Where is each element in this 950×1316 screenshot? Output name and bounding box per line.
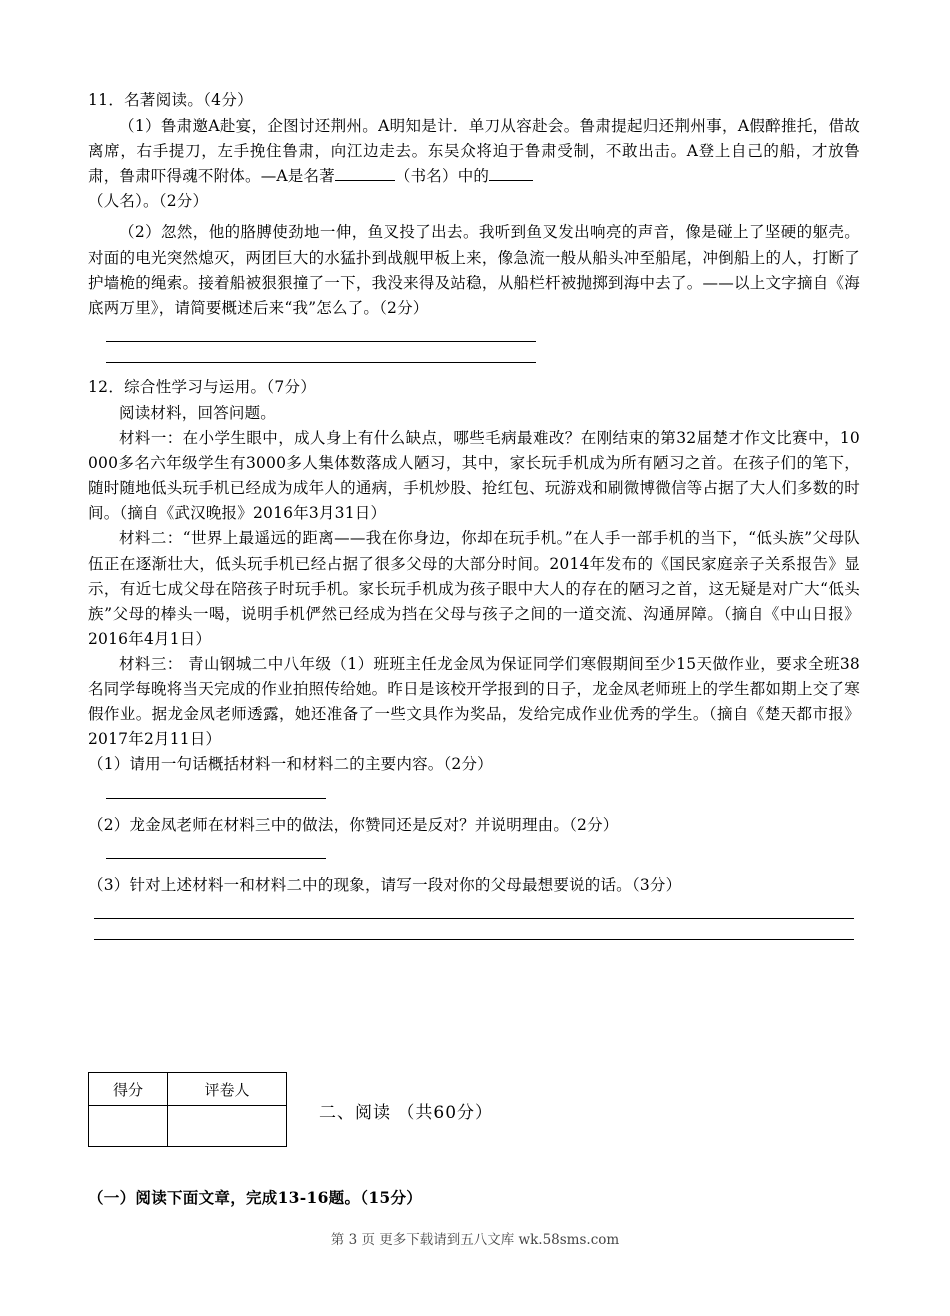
grader-header-cell: 评卷人: [168, 1073, 287, 1106]
reading-heading-text: （一）阅读下面文章，完成13-16题。: [88, 1188, 361, 1207]
material-2: 材料二：“世界上最遥远的距离——我在你身边，你却在玩手机。”在人手一部手机的当下，“低头族”父母队伍正在逐渐壮大，低头玩手机已经占据了很多父母的大部分时间。2014年发布的《国民家庭亲子关系报告》显示，有近七成父母在陪孩子时玩手机。家长玩手机成为孩子眼中大人的存在的陋习之首，这无疑是对广大“低头族”父母的棒头一喝，说明手机俨然已经成为挡在父母与孩子之间的一道交流、沟通屏障。（摘自《中山日报》2016年4月1日）: [88, 529, 860, 648]
q12-3-answer-line-1[interactable]: [94, 918, 854, 919]
question-12-sub-2: （2）龙金凤老师在材料三中的做法，你赞同还是反对？并说明理由。（2分）: [88, 815, 619, 834]
question-11-title: 11．名著阅读。（4分）: [88, 91, 253, 109]
material-3: 材料三： 青山钢城二中八年级（1）班班主任龙金凤为保证同学们寒假期间至少15天做作业，要求全班38名同学每晚将当天完成的作业拍照传给她。昨日是该校开学报到的日子，龙金凤老师班上的学生都如期上交了寒假作业。据龙金凤老师透露，她还准备了一些文具作为奖品，发给完成作业优秀的学生。（摘自《楚天都市报》2017年2月11日）: [88, 655, 860, 749]
question-11-part-1: [88, 114, 860, 189]
reading-heading: [88, 1186, 422, 1208]
score-header-cell: 得分: [89, 1073, 168, 1106]
score-section: [88, 1072, 493, 1147]
score-table-value-row: [89, 1106, 287, 1147]
score-table-header-row: [89, 1073, 287, 1106]
question-11-part-2: （2）忽然，他的胳膊使劲地一伸，鱼叉投了出去。我听到鱼叉发出响亮的声音，像是碰上了坚硬的躯壳。对面的电光突然熄灭，两团巨大的水猛扑到战舰甲板上来，像急流一般从船头冲至船尾，冲倒船上的人，打断了护墙桅的绳索。接着船被狠狠撞了一下，我没来得及站稳，从船栏杆被抛掷到海中去了。——以上文字摘自《海底两万里》，请简要概述后来“我”怎么了。（2分）: [88, 223, 860, 317]
material-1: 材料一：在小学生眼中，成人身上有什么缺点，哪些毛病最难改？在刚结束的第32届楚才作文比赛中，10 000多名六年级学生有3000多人集体数落成人陋习，其中，家长玩手机成为所有陋习之首。在孩子们的笔下，随时随地低头玩手机已经成为成年人的通病，手机炒股、抢红包、玩游戏和刷微博微信等占据了大人们多数的时间。（摘自《武汉晚报》2016年3月31日）: [88, 429, 860, 523]
q11-1-blank-name[interactable]: [489, 180, 533, 181]
q12-3-answer-line-2[interactable]: [94, 939, 854, 940]
q12-2-answer-line[interactable]: [106, 858, 326, 859]
q11-answer-line-1[interactable]: [106, 341, 536, 342]
grader-value-cell[interactable]: [168, 1106, 287, 1147]
question-11: [88, 88, 860, 363]
page-footer: 第 3 页 更多下载请到五八文库 wk.58sms.com: [330, 1232, 620, 1248]
question-12-sub-1: （1）请用一句话概括材料一和材料二的主要内容。（2分）: [88, 755, 493, 774]
question-12-sub-3: （3）针对上述材料一和材料二中的现象，请写一段对你的父母最想要说的话。（3分）: [88, 875, 682, 894]
page-content: [88, 88, 860, 940]
section-label: 二、阅读 （共60分）: [319, 1103, 494, 1123]
question-12-lead: 阅读材料，回答问题。: [119, 403, 277, 422]
reading-heading-score: （15分）: [360, 1188, 423, 1207]
question-12: [88, 375, 860, 940]
score-value-cell[interactable]: [89, 1106, 168, 1147]
score-table: [88, 1072, 287, 1147]
question-12-title: 12．综合性学习与运用。（7分）: [88, 377, 317, 396]
q12-1-answer-line[interactable]: [106, 798, 326, 799]
q11-1-text-after: （人名）。（2分）: [88, 192, 209, 211]
q11-1-text-middle: （书名）中的: [394, 167, 490, 186]
q11-1-blank-book[interactable]: [335, 180, 395, 181]
q11-1-text-before: （1）鲁肃邀A赴宴，企图讨还荆州。A明知是计．单刀从容赴会。鲁肃提起归还荆州事，A假醉推托，借故离席，右手提刀，左手挽住鲁肃，向江边走去。东吴众将迫于鲁肃受制，不敢出击。A登上自己的船，才放鲁肃，鲁肃吓得魂不附体。—A是名著: [88, 117, 860, 186]
